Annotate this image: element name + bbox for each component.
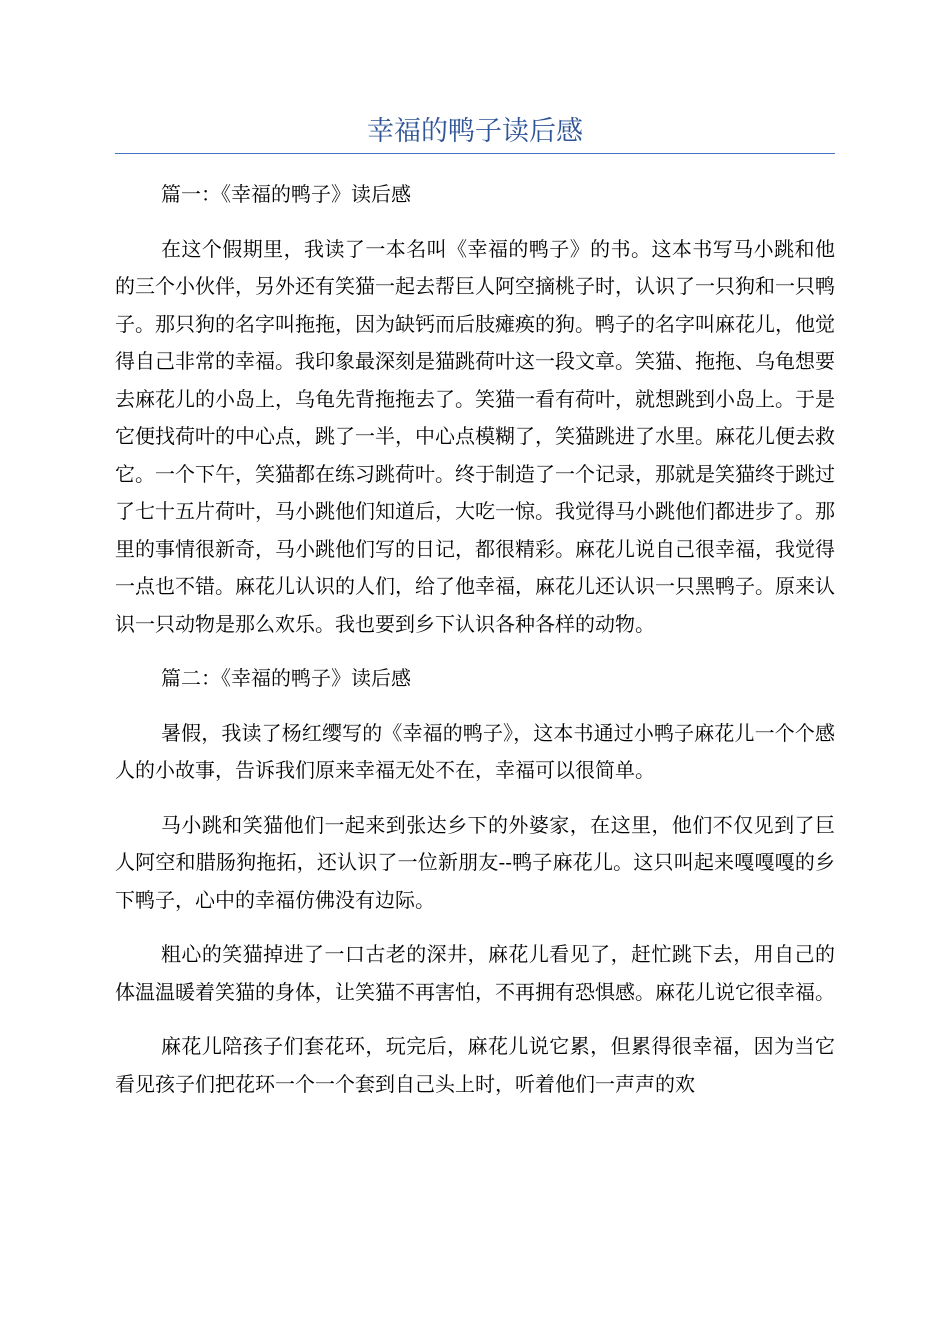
paragraph-2: 暑假，我读了杨红缨写的《幸福的鸭子》，这本书通过小鸭子麻花儿一个个感人的小故事，告诉我们原来幸福无处不在，幸福可以很简单。	[115, 720, 835, 782]
paragraph-5: 麻花儿陪孩子们套花环，玩完后，麻花儿说它累，但累得很幸福，因为当它看见孩子们把花环一个一个套到自己头上时，听着他们一声声的欢	[115, 1034, 835, 1096]
section-heading-2: 篇二：《幸福的鸭子》读后感	[161, 666, 411, 690]
title-underline	[115, 153, 835, 154]
document-title: 幸福的鸭子读后感	[367, 116, 583, 147]
paragraph-4: 粗心的笑猫掉进了一口古老的深井，麻花儿看见了，赶忙跳下去，用自己的体温温暖着笑猫的身体，让笑猫不再害怕，不再拥有恐惧感。麻花儿说它很幸福。	[115, 942, 835, 1004]
paragraph-1: 在这个假期里，我读了一本名叫《幸福的鸭子》的书。这本书写马小跳和他的三个小伙伴，另外还有笑猫一起去帮巨人阿空摘桃子时，认识了一只狗和一只鸭子。那只狗的名字叫拖拖，因为缺钙而后肢瘫痪的狗。鸭子的名字叫麻花儿，他觉得自己非常的幸福。我印象最深刻是猫跳荷叶这一段文章。笑猫、拖拖、乌龟想要去麻花儿的小岛上，乌龟先背拖拖去了。笑猫一看有荷叶，就想跳到小岛上。于是它便找荷叶的中心点，跳了一半，中心点模糊了，笑猫跳进了水里。麻花儿便去救它。一个下午，笑猫都在练习跳荷叶。终于制造了一个记录，那就是笑猫终于跳过了七十五片荷叶，马小跳他们知道后，大吃一惊。我觉得马小跳他们都进步了。那里的事情很新奇，马小跳他们写的日记，都很精彩。麻花儿说自己很幸福，我觉得一点也不错。麻花儿认识的人们，给了他幸福，麻花儿还认识一只黑鸭子。原来认识一只动物是那么欢乐。我也要到乡下认识各种各样的动物。	[115, 236, 835, 636]
section-heading-1: 篇一：《幸福的鸭子》读后感	[161, 182, 411, 206]
document-body	[115, 176, 835, 1120]
paragraph-3: 马小跳和笑猫他们一起来到张达乡下的外婆家，在这里，他们不仅见到了巨人阿空和腊肠狗拖拓，还认识了一位新朋友--鸭子麻花儿。这只叫起来嘎嘎嘎的乡下鸭子，心中的幸福仿佛没有边际。	[115, 812, 835, 912]
